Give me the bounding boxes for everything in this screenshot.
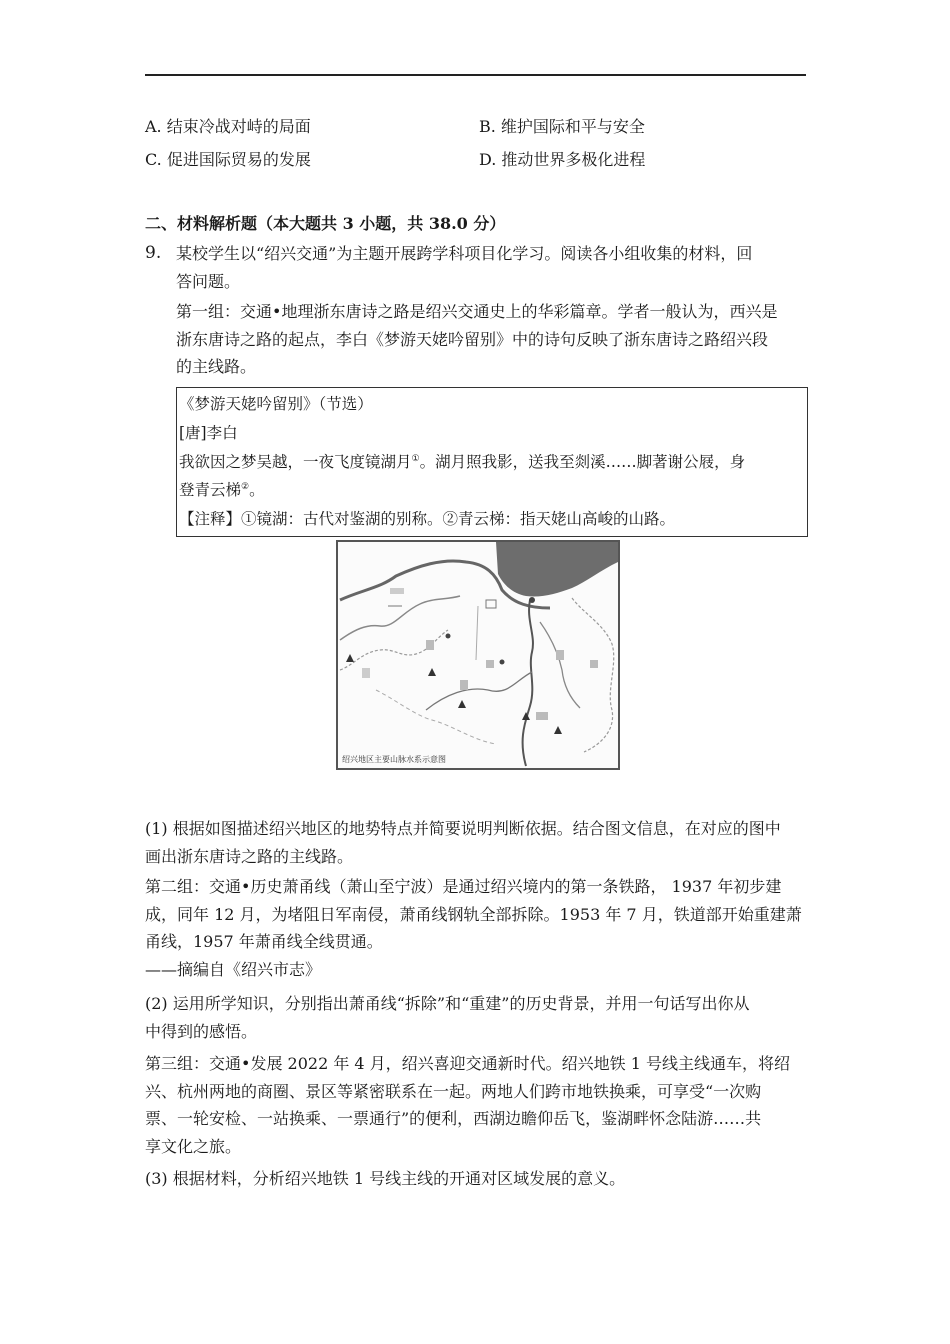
section-title: 二、材料解析题（本大题共 3 小题，共 38.0 分） — [145, 214, 506, 233]
footnote-mark: ① — [411, 454, 420, 464]
sub1-line: (1) 根据如图描述绍兴地区的地势特点并简要说明判断依据。结合图文信息，在对应的图中 — [145, 819, 781, 838]
header-rule — [145, 74, 806, 76]
sub-question-2 — [145, 990, 749, 1045]
poem-text: 我欲因之梦吴越，一夜飞度镜湖月 — [179, 453, 412, 471]
poem-author: [唐]李白 — [179, 424, 238, 442]
group1-text — [176, 298, 777, 381]
sub2-line: (2) 运用所学知识，分别指出萧甬线“拆除”和“重建”的历史背景，并用一句话写出你从 — [145, 994, 750, 1013]
group3-line: 票、一轮安检、一站换乘、一票通行”的便利，西湖边瞻仰岳飞，鉴湖畔怀念陆游……共 — [145, 1109, 762, 1128]
map-label-mark — [556, 650, 564, 660]
poem-text: 。 — [249, 481, 265, 499]
map-label-mark — [426, 640, 434, 650]
map-caption: 绍兴地区主要山脉水系示意图 — [342, 755, 446, 764]
poem-line-1 — [179, 450, 745, 472]
intro-line: 答问题。 — [176, 271, 241, 291]
city-marker — [446, 634, 451, 639]
sub3-line: (3) 根据材料，分析绍兴地铁 1 号线主线的开通对区域发展的意义。 — [145, 1169, 626, 1188]
question-number: 9. — [145, 243, 162, 263]
group3-line: 兴、杭州两地的商圈、景区等紧密联系在一起。两地人们跨市地铁换乘，可享受“一次购 — [145, 1081, 762, 1101]
map-label-mark — [362, 668, 370, 678]
sub-question-3 — [145, 1165, 625, 1193]
citation: ——摘编自《绍兴市志》 — [145, 959, 322, 979]
poem-text: 。湖月照我影，送我至剡溪……脚著谢公屐，身 — [419, 453, 746, 471]
group3-text — [145, 1050, 790, 1160]
poem-line-2 — [179, 478, 265, 500]
shaoxing-map — [336, 540, 620, 770]
map-label-mark — [536, 712, 548, 720]
city-marker — [529, 597, 535, 603]
map-label-mark — [486, 660, 494, 668]
option-c: C. 促进国际贸易的发展 — [145, 150, 311, 169]
intro-line: 某校学生以“绍兴交通”为主题开展跨学科项目化学习。阅读各小组收集的材料，回 — [176, 244, 753, 263]
group3-line: 享文化之旅。 — [145, 1136, 242, 1156]
poem-box — [176, 387, 808, 537]
group1-line: 第一组：交通•地理浙东唐诗之路是绍兴交通史上的华彩篇章。学者一般认为，西兴是 — [176, 302, 778, 321]
group1-line: 的主线路。 — [176, 357, 257, 376]
map-label-mark — [590, 660, 598, 668]
group2-line: 甬线，1957 年萧甬线全线贯通。 — [145, 932, 383, 951]
poem-note: 【注释】①镜湖：古代对鉴湖的别称。②青云梯：指天姥山高峻的山路。 — [179, 510, 676, 528]
sub2-line: 中得到的感悟。 — [145, 1021, 258, 1041]
group1-line: 浙东唐诗之路的起点，李白《梦游天姥吟留别》中的诗句反映了浙东唐诗之路绍兴段 — [176, 329, 769, 349]
poem-title: 《梦游天姥吟留别》（节选） — [179, 395, 373, 413]
group2-text — [145, 873, 802, 983]
footnote-mark: ② — [241, 482, 250, 492]
sub1-line: 画出浙东唐诗之路的主线路。 — [145, 846, 354, 866]
question-intro — [176, 240, 752, 295]
group2-line: 成，同年 12 月，为堵阻日军南侵，萧甬线钢轨全部拆除。1953 年 7 月，铁道部开始重建萧 — [145, 904, 802, 924]
option-d: D. 推动世界多极化进程 — [479, 150, 646, 169]
group3-line: 第三组：交通•发展 2022 年 4 月，绍兴喜迎交通新时代。绍兴地铁 1 号线主线通车，将绍 — [145, 1054, 791, 1073]
sub-question-1 — [145, 815, 781, 870]
map-label-mark — [390, 588, 404, 594]
map-label-mark — [460, 680, 468, 690]
poem-text: 登青云梯 — [179, 481, 242, 499]
option-b: B. 维护国际和平与安全 — [479, 117, 645, 136]
map-graphic — [336, 540, 620, 770]
city-marker — [500, 660, 505, 665]
group2-line: 第二组：交通•历史萧甬线（萧山至宁波）是通过绍兴境内的第一条铁路， 1937 年初步建 — [145, 877, 782, 896]
option-a: A. 结束冷战对峙的局面 — [145, 117, 311, 136]
